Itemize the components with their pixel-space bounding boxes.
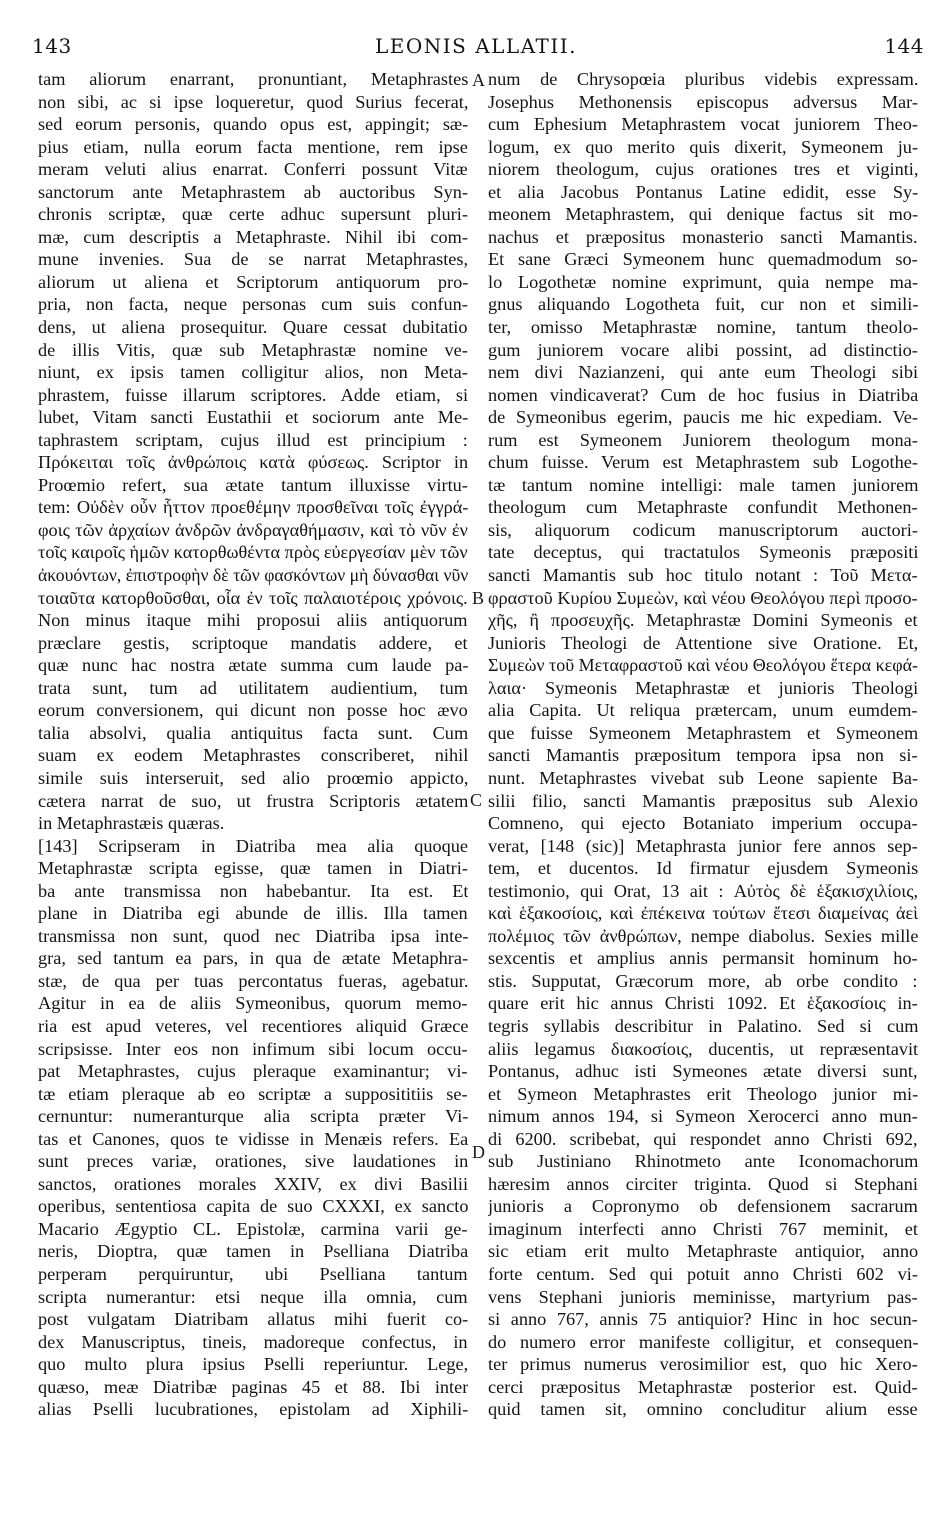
left-column-line: tas et Canones, quos te vidisse in Menæis refers. Ea	[38, 1128, 468, 1149]
left-column-line: alias Pselli lucubrationes, epistolam ad Xiphili-	[38, 1399, 468, 1420]
page-header	[0, 30, 952, 64]
left-column-line: taphrastem scriptam, cujus illud est principium :	[38, 429, 468, 450]
right-column-line: junioris a Copronymo ob defensionem sacrarum	[488, 1196, 918, 1217]
left-column-line: sanctorum ante Metaphrastem ab auctoribus Syn-	[38, 181, 468, 202]
section-marker-a: A	[472, 70, 485, 90]
section-marker-d: D	[472, 1142, 485, 1162]
right-column-line: nomen vindicaverat? Cum de hoc fusius in Diatriba	[488, 384, 918, 405]
right-column-line: cerci præpositus Metaphrastæ posterior est. Quid-	[488, 1376, 918, 1397]
left-column-line: scripta numerantur: etsi neque illa omnia, cum	[38, 1286, 468, 1307]
right-column-line: λαια· Symeonis Metaphrastæ et junioris Theologi	[488, 677, 918, 698]
right-column-line: silii filio, sancti Mamantis præpositus sub Alexio	[488, 790, 918, 811]
left-column-line: tem: Οὐδὲν οὖν ἧττον προεθέμην προσθεῖναι τοῖς ἐγγρά-	[38, 497, 468, 518]
right-column-line: tæ tantum nomine intelligi: male tamen juniorem	[488, 474, 918, 495]
right-column-line: Comneno, qui ejecto Botaniato imperium occupa-	[488, 813, 918, 834]
left-column-line: quæ nunc hac nostra ætate summa cum laude pa-	[38, 655, 468, 676]
right-column-line: nunt. Metaphrastes vivebat sub Leone sapiente Ba-	[488, 767, 918, 788]
right-column-line: sancti Mamantis sub hoc titulo notant : Τοῦ Μετα-	[488, 565, 918, 586]
left-column-line: niunt, ex ipsis tamen colligitur alios, non Meta-	[38, 362, 468, 383]
right-column-line: Josephus Methonensis episcopus adversus Mar-	[488, 91, 918, 112]
left-column-line: cætera narrat de suo, ut frustra Scriptoris ætatem	[38, 790, 468, 811]
left-column-line: lubet, Vitam sancti Eustathii et sociorum ante Me-	[38, 407, 468, 428]
right-column-line: theologum cum Metaphraste confundit Methonen-	[488, 497, 918, 518]
right-column-line: quid tamen sit, omnino concluditur alium esse	[488, 1399, 918, 1420]
right-column-line: Συμεὼν τοῦ Μεταφραστοῦ καὶ νέου Θεολόγου ἕτερα κεφά-	[488, 655, 918, 676]
left-column-line: Metaphrastæ scripta egisse, quæ tamen in Diatri-	[38, 858, 468, 879]
right-column-line: aliis legamus διακοσίοις, ducentis, ut repræsentavit	[488, 1038, 918, 1059]
left-column-line: scripsisse. Inter eos non infimum sibi locum occu-	[38, 1038, 468, 1059]
section-marker-c: C	[470, 790, 483, 810]
right-column-line: nachus et præpositus monasterio sancti Mamantis.	[488, 226, 918, 247]
right-column-line: Pontanus, adhuc isti Symeones ætate diversi sunt,	[488, 1061, 918, 1082]
right-column-line: sis, aliquorum codicum manuscriptorum auctori-	[488, 519, 918, 540]
right-column-line: meonem Metaphrastem, qui denique factus sit mo-	[488, 204, 918, 225]
right-column-line: tegris syllabis describitur in Palatino. Sed si cum	[488, 1015, 918, 1036]
right-column-line: et alia Jacobus Pontanus Latine edidit, esse Sy-	[488, 181, 918, 202]
right-column-line: rum est Symeonem Juniorem theologum mona-	[488, 429, 918, 450]
left-column-line: cernuntur: numeranturque alia scripta præter Vi-	[38, 1106, 468, 1127]
right-column-line: stis. Supputat, Græcorum more, ab orbe condito :	[488, 970, 918, 991]
right-column-line: de Symeonibus egerim, paucis me hic expediam. Ve-	[488, 407, 918, 428]
right-column-line: sic etiam erit multo Metaphraste antiquior, anno	[488, 1241, 918, 1262]
right-column-line: lo Logothetæ nomine exprimunt, quia nempe ma-	[488, 271, 918, 292]
right-column-line: φραστοῦ Κυρίου Συμεὼν, καὶ νέου Θεολόγου περὶ προσο-	[488, 587, 918, 608]
left-column	[38, 68, 468, 1421]
right-column-line: καὶ ἑξακοσίοις, καὶ ἐπέκεινα τούτων ἔτεσι διαμείνας ἀεὶ	[488, 903, 918, 924]
left-column-line: Agitur in ea de aliis Symeonibus, quorum memo-	[38, 993, 468, 1014]
right-column-line: Et sane Græci Symeonem hunc quemadmodum so-	[488, 249, 918, 270]
right-column-line: niorem theologum, cujus orationes tres et viginti,	[488, 159, 918, 180]
right-column-line: tate deceptus, qui tractatulos Symeonis præpositi	[488, 542, 918, 563]
left-column-line: præclare gestis, scriptoque mandatis addere, et	[38, 632, 468, 653]
left-column-line: mæ, cum descriptis a Metaphraste. Nihil ibi com-	[38, 226, 468, 247]
left-column-line: in Metaphrastæis quæras.	[38, 813, 225, 834]
right-column-line: que fuisse Symeonem Metaphrastem et Symeonem	[488, 722, 918, 743]
left-column-line: tæ etiam pleraque ab eo scriptæ a supposititiis se-	[38, 1083, 468, 1104]
right-column-line: verat, [148 (sic)] Metaphrasta junior fere annos sep-	[488, 835, 918, 856]
right-column-line: alia Capita. Ut reliqua prætercam, unum eumdem-	[488, 700, 918, 721]
left-column-line: trata sunt, tum ad utilitatem audientium, tum	[38, 677, 468, 698]
right-column-line: χῆς, ἢ προσευχῆς. Metaphrastæ Domini Symeonis et	[488, 610, 918, 631]
right-column-line: forte centum. Sed qui potuit anno Christi 602 vi-	[488, 1263, 918, 1284]
left-column-line: Proœmio refert, sua ætate tantum illuxisse virtu-	[38, 474, 468, 495]
left-column-line: φοις τῶν ἀρχαίων ἀνδρῶν ἀνδραγαθήμασιν, καὶ τὸ νῦν ἐν	[38, 519, 468, 540]
right-column-line: chum fuisse. Verum est Metaphrastem sub Logothe-	[488, 452, 918, 473]
left-column-line: ba ante transmissa non habebantur. Ita est. Et	[38, 880, 468, 901]
left-column-line: operibus, sententiosa capita de suo CXXXI, ex sancto	[38, 1196, 468, 1217]
right-column-line: si anno 767, annis 75 antiquior? Hinc in hoc secun-	[488, 1309, 918, 1330]
left-column-line: ria est apud veteres, vel recentiores aliquid Græce	[38, 1015, 468, 1036]
left-column-line: chronis scriptæ, quæ certe adhuc supersunt pluri-	[38, 204, 468, 225]
left-column-line: sunt preces variæ, orationes, sive laudationes in	[38, 1151, 468, 1172]
right-column-line: hæresim annos circiter triginta. Quod si Stephani	[488, 1173, 918, 1194]
left-column-line: aliorum ut aliena et Scriptorum antiquorum pro-	[38, 271, 468, 292]
left-column-line: Macario Ægyptio CL. Epistolæ, carmina varii ge-	[38, 1218, 468, 1239]
left-column-line: perperam perquiruntur, ubi Pselliana tantum	[38, 1263, 468, 1284]
left-column-line: talia absolvi, qualia antiquitus facta sunt. Cum	[38, 722, 468, 743]
left-column-line: eorum conversionem, qui dicunt non posse hoc ævo	[38, 700, 468, 721]
left-column-line: sanctos, orationes morales XXIV, ex divi Basilii	[38, 1173, 468, 1194]
left-column-line: non sibi, ac si ipse loqueretur, quod Surius fecerat,	[38, 91, 468, 112]
left-column-line: stæ, de qua per tuas percontatus fueras, agebatur.	[38, 970, 468, 991]
right-column-line: ter, omisso Metaphrastæ nomine, tantum theolo-	[488, 317, 918, 338]
left-column-line: phrastem, fuisse illarum scriptores. Adde etiam, si	[38, 384, 468, 405]
left-column-line: pat Metaphrastes, cujus pleraque examinantur; vi-	[38, 1061, 468, 1082]
right-column-line: quare erit hic annus Christi 1092. Et ἑξακοσίοις in-	[488, 993, 918, 1014]
right-column-line: logum, ex quo merito quis dixerit, Symeonem ju-	[488, 136, 918, 157]
left-column-line: dens, ut aliena prosequitur. Quare cessat dubitatio	[38, 317, 468, 338]
right-column-line: nimum annos 194, si Symeon Xerocerci anno mun-	[488, 1106, 918, 1127]
right-column-line: tem, et ducentos. Id firmatur ejusdem Symeonis	[488, 858, 918, 879]
right-column-line: do numero error manifeste colligitur, et consequen-	[488, 1331, 918, 1352]
right-column-line: vens Stephani junioris meminisse, martyrium pas-	[488, 1286, 918, 1307]
left-column-line: plane in Diatriba egi abunde de illis. Illa tamen	[38, 903, 468, 924]
right-column-line: sub Justiniano Rhinotmeto ante Iconomachorum	[488, 1151, 918, 1172]
left-column-line: meram veluti alius enarrat. Conferri possunt Vitæ	[38, 159, 468, 180]
right-column-line: sexcentis et amplius annis permansit hominum ho-	[488, 948, 918, 969]
left-column-line: ἀκουόντων, ἐπιστροφὴν δὲ τῶν φασκόντων μὴ δύνασθαι νῦν	[38, 565, 469, 586]
running-title: LEONIS ALLATII.	[374, 34, 578, 58]
left-column-line: sed eorum personis, quando opus est, appingit; sæ-	[38, 114, 468, 135]
left-column-line: quo multo plura ipsius Pselli reperiuntur. Lege,	[38, 1354, 468, 1375]
page-number-left: 143	[32, 34, 72, 58]
right-column-line: cum Ephesium Metaphrastem vocat juniorem Theo-	[488, 114, 918, 135]
left-column-line: suam ex eodem Metaphrastes conscriberet, nihil	[38, 745, 468, 766]
right-column-line: gnus aliquando Logotheta fuit, cur non et simili-	[488, 294, 918, 315]
left-column-line: pius etiam, nulla eorum facta mentione, rem ipse	[38, 136, 468, 157]
left-column-line: de illis Vitis, quæ sub Metaphrastæ nomine ve-	[38, 339, 468, 360]
left-column-line: transmissa non sunt, quod nec Diatriba ipsa inte-	[38, 925, 468, 946]
left-column-line: τοιαῦτα κατορθοῦσθαι, οἷα ἐν τοῖς παλαιοτέροις χρόνοις.	[38, 587, 468, 608]
left-column-line: Πρόκειται τοῖς ἀνθρώποις κατὰ φύσεως. Scriptor in	[38, 452, 468, 473]
left-column-line: dex Manuscriptus, tineis, madoreque confectus, in	[38, 1331, 468, 1352]
left-column-line: quæso, meæ Diatribæ paginas 45 et 88. Ibi inter	[38, 1376, 468, 1397]
left-column-line: post vulgatam Diatribam allatus mihi fuerit co-	[38, 1309, 468, 1330]
right-column-line: nem divi Nazianzeni, qui ante eum Theologi sibi	[488, 362, 918, 383]
right-column-line: testimonio, qui Orat, 13 ait : Αὐτὸς δὲ ἑξακισχιλίοις,	[488, 880, 918, 901]
left-column-line: mune invenies. Sua de se narrat Metaphrastes,	[38, 249, 468, 270]
left-column-line: tam aliorum enarrant, pronuntiant, Metaphrastes	[38, 69, 468, 89]
page-number-right: 144	[884, 34, 924, 58]
right-column-line: num de Chrysopœia pluribus videbis expressam.	[488, 69, 918, 89]
left-column-line: gra, sed tantum ea pars, in qua de ætate Metaphra-	[38, 948, 468, 969]
left-column-line: pria, non facta, neque personas cum suis confun-	[38, 294, 468, 315]
section-marker-b: B	[472, 588, 485, 608]
left-column-line: Non minus itaque mihi proposui aliis antiquorum	[38, 610, 468, 631]
right-column-line: gum juniorem vocare alibi possint, ad distinctio-	[488, 339, 918, 360]
right-column-line: Junioris Theologi de Attentione sive Oratione. Et,	[488, 632, 918, 653]
left-column-line: τοῖς καιροῖς ἡμῶν κατορθωθέντα πρὸς εὐεργεσίαν μὲν τῶν	[38, 542, 468, 563]
right-column-line: imaginum interfecti anno Christi 767 meminit, et	[488, 1218, 918, 1239]
left-column-line: [143] Scripseram in Diatriba mea alia quoque	[38, 835, 468, 856]
right-column-line: et Symeon Metaphrastes erit Theologo junior mi-	[488, 1083, 918, 1104]
right-column	[488, 68, 918, 1421]
right-column-line: πολέμιος τῶν ἀνθρώπων, nempe diabolus. Sexies mille	[488, 925, 918, 946]
left-column-line: neris, Dioptra, quæ tamen in Pselliana Diatriba	[38, 1241, 468, 1262]
right-column-line: ter primus numerus verosimilior est, quo hic Xero-	[488, 1354, 918, 1375]
right-column-line: di 6200. scribebat, qui respondet anno Christi 692,	[488, 1128, 918, 1149]
right-column-line: sancti Mamantis præpositum tempora ipsa non si-	[488, 745, 918, 766]
left-column-line: simile suis interseruit, sed alio proœmio appicto,	[38, 767, 468, 788]
